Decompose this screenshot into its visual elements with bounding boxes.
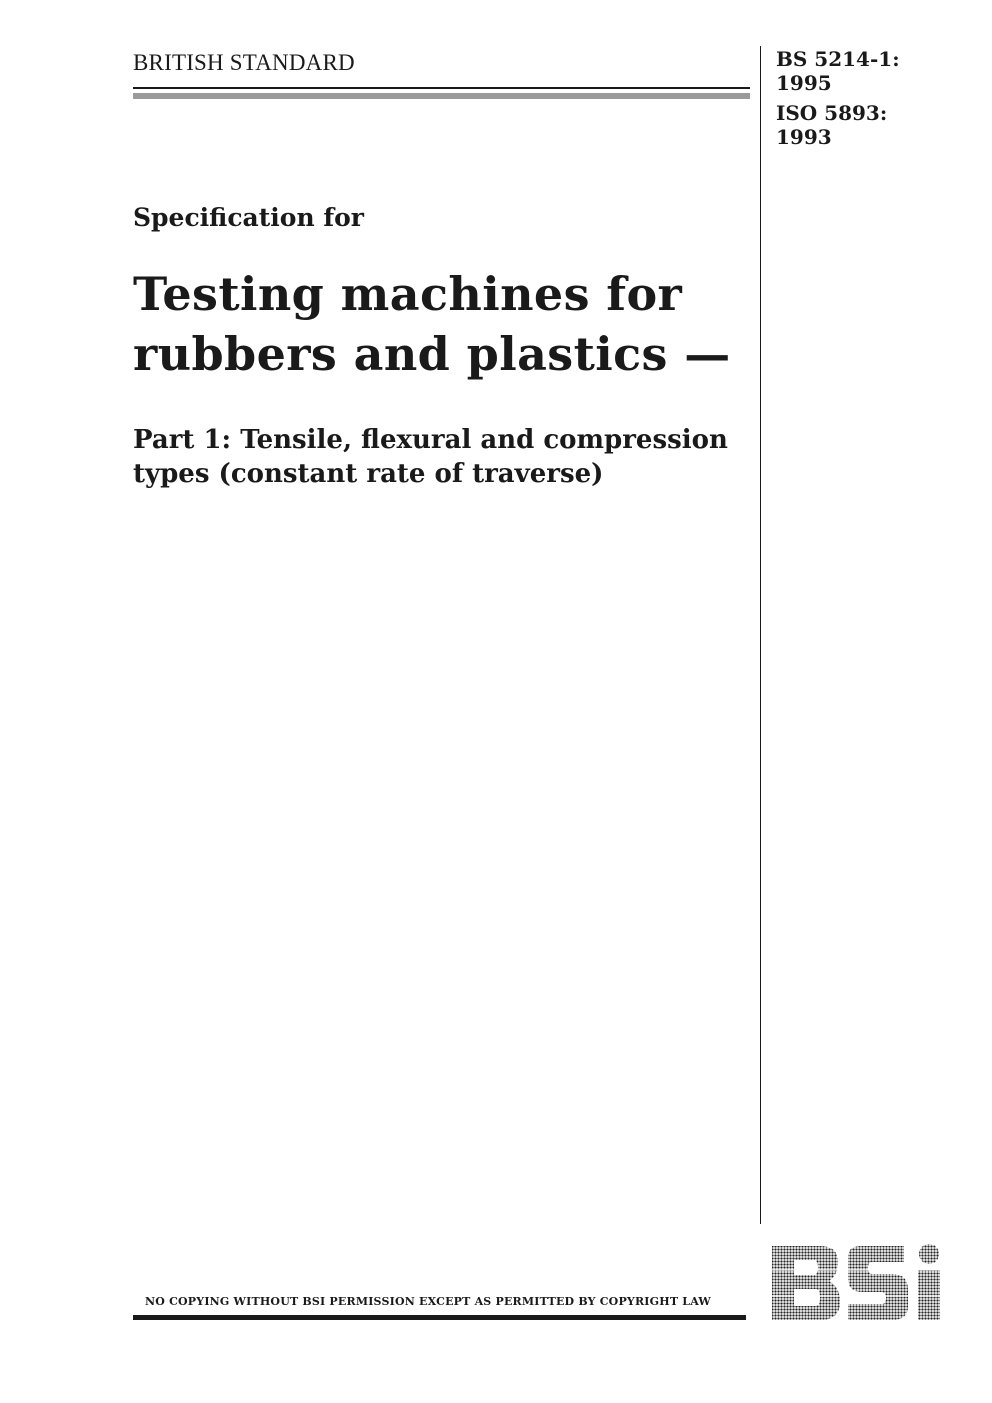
part-title: Part 1: Tensile, flexural and compression types (constant rate of traverse): [133, 425, 728, 489]
header-rule-thick: [133, 93, 750, 99]
header-rule-thin: [133, 87, 750, 89]
margin-divider: [760, 46, 761, 1224]
title-prefix: Specification for: [133, 203, 364, 232]
bsi-logo: [768, 1242, 946, 1324]
iso-year: 1993: [776, 125, 832, 149]
bs-year: 1995: [776, 71, 832, 95]
copyright-notice: NO COPYING WITHOUT BSI PERMISSION EXCEPT AS PERMITTED BY COPYRIGHT LAW: [145, 1295, 711, 1308]
main-title: [133, 264, 731, 384]
main-title-line-1: Testing machines for: [133, 267, 683, 321]
document-header-label: BRITISH STANDARD: [133, 50, 355, 75]
main-title-line-2: rubbers and plastics —: [133, 327, 731, 381]
footer-rule: [133, 1315, 746, 1320]
bs-number: BS 5214-1:: [776, 47, 900, 71]
iso-number: ISO 5893:: [776, 101, 888, 125]
